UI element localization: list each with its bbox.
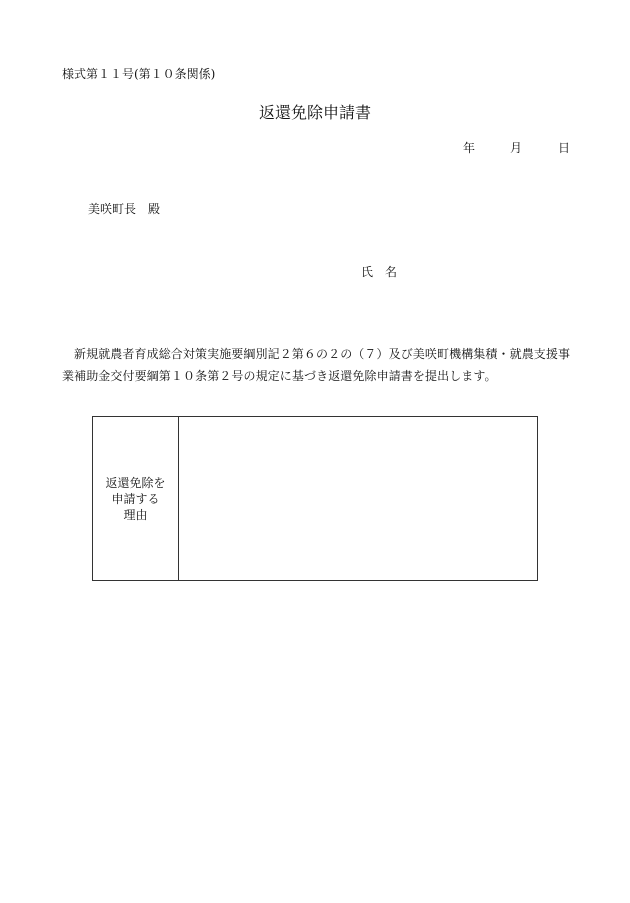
reason-label-line: 理由 [123, 507, 148, 522]
date-day: 日 [558, 141, 571, 155]
body-text: 新規就農者育成総合対策実施要綱別記２第６の２の（７）及び美咲町機構集積・就農支援事業補助金交付要綱第１０条第２号の規定に基づき返還免除申請書を提出します。 [62, 347, 571, 383]
reason-label-line: 返還免除を [105, 475, 166, 490]
document-title: 返還免除申請書 [258, 103, 371, 122]
date-month: 月 [510, 141, 523, 155]
date-year: 年 [463, 141, 476, 155]
form-number: 様式第１１号(第１０条関係) [62, 67, 216, 81]
reason-value-cell[interactable] [179, 417, 537, 580]
reason-label-line: 申請する [111, 491, 160, 506]
applicant-name-label: 氏 名 [361, 265, 398, 279]
reason-table [92, 416, 538, 581]
reason-label-cell [93, 417, 179, 580]
addressee: 美咲町長 殿 [88, 202, 161, 216]
